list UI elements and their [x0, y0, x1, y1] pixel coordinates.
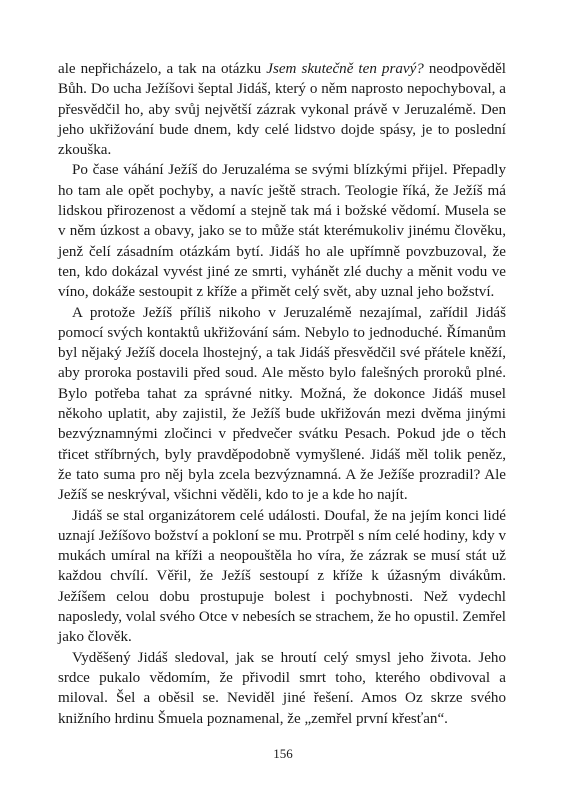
page-number: 156	[273, 746, 293, 761]
paragraph-1-start: ale nepřicházelo, a tak na otázku	[58, 61, 267, 77]
paragraph-1	[58, 59, 506, 160]
paragraph-5: Vyděšený Jidáš sledoval, jak se hroutí celý smysl jeho života. Jeho srdce pukalo vědomím, že přivodil smrt toho, kterého obdivoval a miloval. Šel a oběsil se. Neviděl jiné řešení. Amos Oz skrze svého knižního hrdinu Šmuela poznamenal, že „zemřel první křesťan“.	[58, 649, 506, 727]
paragraph-2: Po čase váhání Ježíš do Jeruzaléma se svými blízkými přijel. Přepadly ho tam ale opět pochyby, a navíc ještě strach. Teologie říká, že Ježíš má lidskou přirozenost a vědomí a stejně tak má i božské vědomí. Musela se v něm úzkost a obavy, jako se to může stát kterémukoliv jinému člověku, jenž čelí zásadním otázkám bytí. Jidáš ho ale upřímně povzbuzoval, že ten, kdo dokázal vyvést jiné ze smrti, vyhánět zlé duchy a měnit vodu ve víno, dokáže sestoupit z kříže a přimět celý svět, aby uznal jeho božství.	[58, 162, 506, 301]
body-text	[58, 59, 506, 729]
paragraph-4: Jidáš se stal organizátorem celé události. Doufal, že na jejím konci lidé uznají Ježíšovo božství a pokloní se mu. Protrpěl s ním celé hodiny, kdy v mukách umíral na kříži a neopouštěla ho víra, že zázrak se musí stát už každou chvílí. Věřil, že Ježíš sestoupí z kříže k úžasným divákům. Ježíšem celou dobu prostupuje bolest i pochybnosti. Než vydechl naposledy, volal svého Otce v nebesích se strachem, že ho opustil. Zemřel jako člověk.	[58, 507, 506, 646]
paragraph-1-end: neodpověděl Bůh. Do ucha Ježíšovi šeptal Jidáš, který o něm naprosto nepochyboval, a přesvědčil ho, aby svůj největší zázrak vykonal právě v Jeruzalémě. Den jeho ukřižování bude dnem, kdy celé lidstvo dojde spásy, je to poslední zkouška.	[58, 61, 506, 159]
paragraph-3: A protože Ježíš příliš nikoho v Jeruzalémě nezajímal, zařídil Jidáš pomocí svých kontaktů ukřižování sám. Nebylo to jednoduché. Římanům byl nějaký Ježíš docela lhostejný, a tak Jidáš přesvědčil své přátele kněží, aby proroka postavili před soud. Ale město bylo falešných proroků plné. Bylo potřeba tahat za správné nitky. Možná, že dokonce Jidáš musel někoho uplatit, aby zajistil, že Ježíš bude ukřižován mezi dvěma jinými bezvýznamnými zločinci v předvečer svátku Pesach. Pokud jde o těch třicet stříbrných, byly pravděpodobně vymyšlené. Jidáš měl tolik peněz, že tato suma pro něj byla zcela bezvýznamná. A že Ježíše prozradil? Ale Ježíš se neskrýval, všichni věděli, kdo to je a kde ho najít.	[58, 304, 506, 504]
italic-question: Jsem skutečně ten pravý?	[266, 61, 424, 77]
